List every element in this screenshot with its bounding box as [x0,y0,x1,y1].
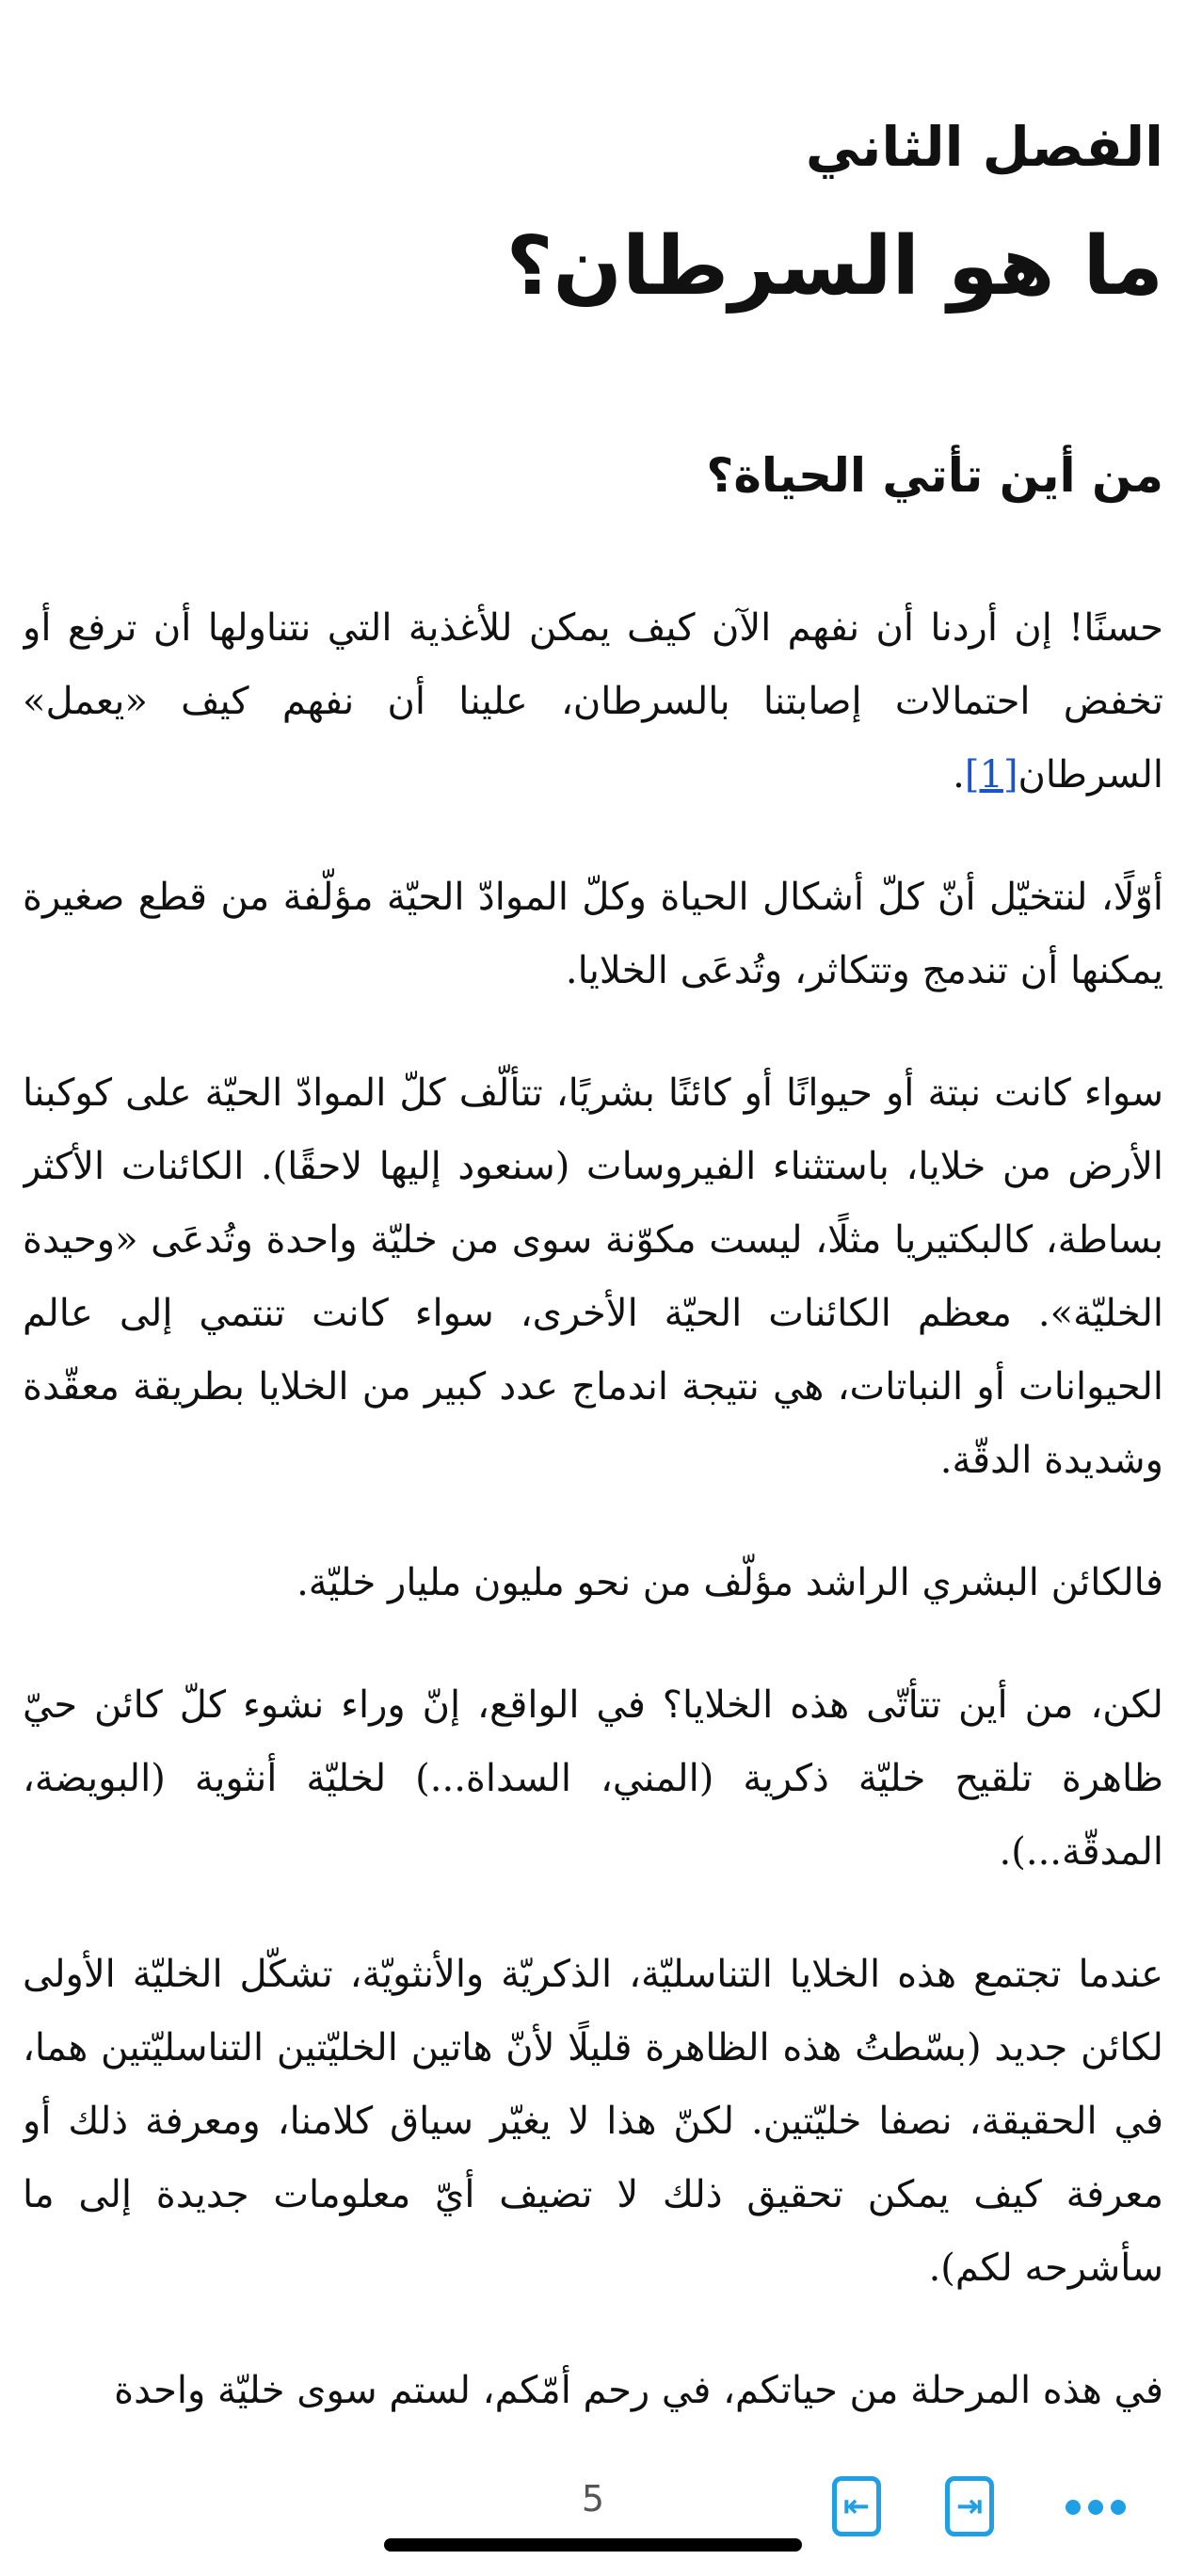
paragraph: فالكائن البشري الراشد مؤلّف من نحو مليون مليار خليّة. [296,1561,1163,1604]
book-text-area[interactable] [23,0,1163,2435]
page-number: 5 [581,2478,605,2520]
body-text [23,591,1163,2435]
footnote-link[interactable]: [1] [964,753,1018,797]
more-dots-icon [1088,2500,1103,2515]
paragraph: لكن، من أين تتأتّى هذه الخلايا؟ في الواقع، إنّ وراء نشوء كلّ كائن حيّ ظاهرة تلقيح خليّة ذكرية (المني، السداة...) لخليّة أنثوية (البويضة، المدقّة...). [23,1683,1163,1874]
paragraph-text: حسنًا! إن أردنا أن نفهم الآن كيف يمكن للأغذية التي نتناولها أن ترفع أو تخفض احتمالات إصابتنا بالسرطان، علينا أن نفهم كيف «يعمل» السرطان [23,606,1163,797]
next-page-icon: ⇥ [955,2487,984,2525]
chapter-label: الفصل الثاني [805,115,1163,179]
previous-page-button[interactable] [832,2476,881,2536]
paragraph-end: . [953,753,965,797]
next-page-button[interactable] [945,2476,994,2536]
chapter-title: ما هو السرطان؟ [505,219,1163,314]
previous-page-icon: ⇤ [842,2487,871,2525]
paragraph: عندما تجتمع هذه الخلايا التناسليّة، الذكريّة والأنثويّة، تشكّل الخليّة الأولى لكائن جديد (بسّطتُ هذه الظاهرة قليلًا لأنّ هاتين الخليّتين التناسليّتين هما، في الحقيقة، نصفا خليّتين. لكنّ هذا لا يغيّر سياق كلامنا، ومعرفة ذلك أو معرفة كيف يمكن تحقيق ذلك لا تضيف أيّ معلومات جديدة إلى ما سأشرحه لكم). [23,1953,1163,2290]
more-dots-icon [1066,2500,1081,2515]
more-dots-icon [1111,2500,1126,2515]
paragraph: في هذه المرحلة من حياتكم، في رحم أمّكم، لستم سوى خليّة واحدة [114,2369,1163,2412]
paragraph: أوّلًا، لنتخيّل أنّ كلّ أشكال الحياة وكلّ الموادّ الحيّة مؤلّفة من قطع صغيرة يمكنها أن تندمج وتتكاثر، وتُدعَى الخلايا. [23,876,1163,992]
paragraph: سواء كانت نبتة أو حيوانًا أو كائنًا بشريًا، تتألّف كلّ الموادّ الحيّة على كوكبنا الأرض من خلايا، باستثناء الفيروسات (سنعود إليها لاحقًا). الكائنات الأكثر بساطة، كالبكتيريا مثلًا، ليست مكوّنة سوى من خليّة واحدة وتُدعَى «وحيدة الخليّة». معظم الكائنات الحيّة الأخرى، سواء كانت تنتمي إلى عالم الحيوانات أو النباتات، هي نتيجة اندماج عدد كبير من الخلايا بطريقة معقّدة وشديدة الدقّة. [23,1071,1163,1482]
section-title: من أين تأتي الحياة؟ [706,448,1163,503]
reader-toolbar [0,2439,1186,2576]
paragraph [23,591,1163,812]
home-indicator[interactable] [384,2538,802,2552]
more-options-button[interactable] [1058,2484,1133,2531]
